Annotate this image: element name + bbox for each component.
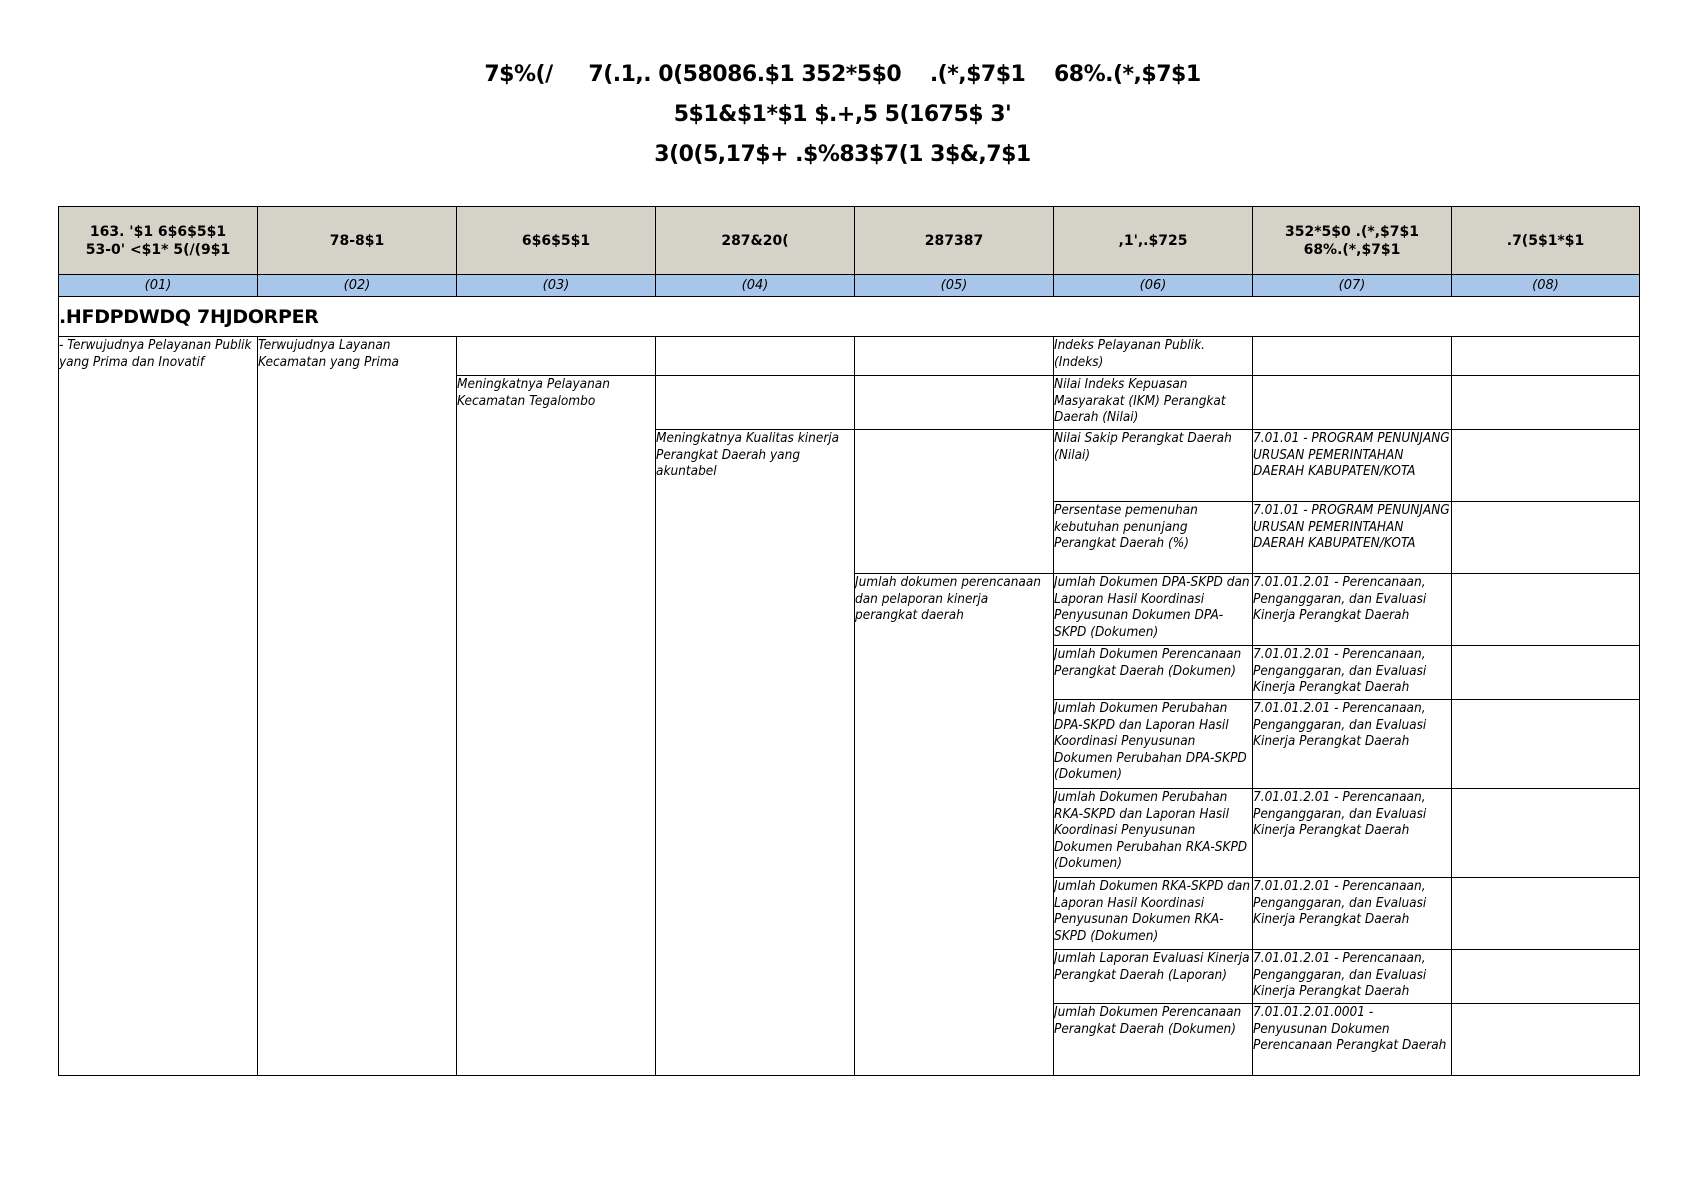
section-title: .HFDPDWDQ 7HJDORPER <box>59 297 1640 337</box>
cell-empty <box>457 337 656 376</box>
cell-keterangan <box>1452 574 1640 646</box>
table-row <box>59 337 1640 376</box>
header-cell: 287387 <box>855 207 1054 275</box>
cell-outcome: Meningkatnya Kualitas kinerja Perangkat Daerah yang akuntabel <box>656 430 855 1076</box>
cell-strategi: - Terwujudnya Pelayanan Publik yang Prima dan Inovatif <box>59 337 258 1076</box>
cell-keterangan <box>1452 789 1640 878</box>
document-title-line-3: 3(0(5,17$+ .$%83$7(1 3$&,7$1 <box>654 142 1031 167</box>
column-number: (08) <box>1452 275 1640 297</box>
cell-keterangan <box>1452 878 1640 950</box>
document-title-line-2: 5$1&$1*$1 $.+,5 5(1675$ 3' <box>673 102 1012 127</box>
cell-program: 7.01.01 - PROGRAM PENUNJANG URUSAN PEMERINTAHAN DAERAH KABUPATEN/KOTA <box>1253 430 1452 502</box>
header-cell: 352*5$0 .(*,$7$1 68%.(*,$7$1 <box>1253 207 1452 275</box>
header-cell: 6$6$5$1 <box>457 207 656 275</box>
header-cell: 287&20( <box>656 207 855 275</box>
cell-keterangan <box>1452 337 1640 376</box>
cell-keterangan <box>1452 700 1640 789</box>
cell-keterangan <box>1452 430 1640 502</box>
cell-empty <box>855 376 1054 430</box>
cell-indikator: Indeks Pelayanan Publik. (Indeks) <box>1054 337 1253 376</box>
cell-tujuan: Terwujudnya Layanan Kecamatan yang Prima <box>258 337 457 1076</box>
cell-program: 7.01.01.2.01 - Perencanaan, Penganggaran, dan Evaluasi Kinerja Perangkat Daerah <box>1253 789 1452 878</box>
cell-keterangan <box>1452 646 1640 700</box>
column-number: (03) <box>457 275 656 297</box>
cell-output: Jumlah dokumen perencanaan dan pelaporan kinerja perangkat daerah <box>855 574 1054 1076</box>
column-number: (04) <box>656 275 855 297</box>
column-number: (01) <box>59 275 258 297</box>
column-number: (02) <box>258 275 457 297</box>
cell-program: 7.01.01.2.01 - Perencanaan, Penganggaran, dan Evaluasi Kinerja Perangkat Daerah <box>1253 646 1452 700</box>
cell-indikator: Nilai Sakip Perangkat Daerah (Nilai) <box>1054 430 1253 502</box>
renstra-table <box>58 206 1640 1076</box>
cell-indikator: Jumlah Laporan Evaluasi Kinerja Perangkat Daerah (Laporan) <box>1054 950 1253 1004</box>
cell-keterangan <box>1452 1004 1640 1076</box>
header-cell: .7(5$1*$1 <box>1452 207 1640 275</box>
cell-indikator: Nilai Indeks Kepuasan Masyarakat (IKM) Perangkat Daerah (Nilai) <box>1054 376 1253 430</box>
section-row <box>59 297 1640 337</box>
column-number-row <box>59 275 1640 297</box>
cell-indikator: Jumlah Dokumen DPA-SKPD dan Laporan Hasil Koordinasi Penyusunan Dokumen DPA-SKPD (Dokumen) <box>1054 574 1253 646</box>
cell-program <box>1253 376 1452 430</box>
cell-empty <box>855 337 1054 376</box>
cell-indikator: Jumlah Dokumen RKA-SKPD dan Laporan Hasil Koordinasi Penyusunan Dokumen RKA-SKPD (Dokumen) <box>1054 878 1253 950</box>
cell-program: 7.01.01 - PROGRAM PENUNJANG URUSAN PEMERINTAHAN DAERAH KABUPATEN/KOTA <box>1253 502 1452 574</box>
cell-empty <box>656 337 855 376</box>
header-cell: 163. '$1 6$6$5$1 53-0' <$1* 5(/(9$1 <box>59 207 258 275</box>
cell-keterangan <box>1452 950 1640 1004</box>
cell-program <box>1253 337 1452 376</box>
column-number: (07) <box>1253 275 1452 297</box>
cell-indikator: Persentase pemenuhan kebutuhan penunjang Perangkat Daerah (%) <box>1054 502 1253 574</box>
header-row <box>59 207 1640 275</box>
column-number: (05) <box>855 275 1054 297</box>
column-number: (06) <box>1054 275 1253 297</box>
cell-indikator: Jumlah Dokumen Perubahan RKA-SKPD dan Laporan Hasil Koordinasi Penyusunan Dokumen Perubahan RKA-SKPD (Dokumen) <box>1054 789 1253 878</box>
cell-indikator: Jumlah Dokumen Perencanaan Perangkat Daerah (Dokumen) <box>1054 646 1253 700</box>
cell-program: 7.01.01.2.01 - Perencanaan, Penganggaran, dan Evaluasi Kinerja Perangkat Daerah <box>1253 878 1452 950</box>
document-title-line-1: 7$%(/ 7(.1,. 0(58086.$1 352*5$0 .(*,$7$1 68%.(*,$7$1 <box>484 62 1201 87</box>
cell-program: 7.01.01.2.01 - Perencanaan, Penganggaran, dan Evaluasi Kinerja Perangkat Daerah <box>1253 574 1452 646</box>
header-cell: 78-8$1 <box>258 207 457 275</box>
cell-program: 7.01.01.2.01 - Perencanaan, Penganggaran, dan Evaluasi Kinerja Perangkat Daerah <box>1253 700 1452 789</box>
cell-program: 7.01.01.2.01.0001 - Penyusunan Dokumen Perencanaan Perangkat Daerah <box>1253 1004 1452 1076</box>
cell-program: 7.01.01.2.01 - Perencanaan, Penganggaran, dan Evaluasi Kinerja Perangkat Daerah <box>1253 950 1452 1004</box>
cell-keterangan <box>1452 376 1640 430</box>
cell-indikator: Jumlah Dokumen Perubahan DPA-SKPD dan Laporan Hasil Koordinasi Penyusunan Dokumen Perubahan DPA-SKPD (Dokumen) <box>1054 700 1253 789</box>
cell-sasaran: Meningkatnya Pelayanan Kecamatan Tegalombo <box>457 376 656 1076</box>
cell-indikator: Jumlah Dokumen Perencanaan Perangkat Daerah (Dokumen) <box>1054 1004 1253 1076</box>
cell-empty <box>855 430 1054 574</box>
cell-empty <box>656 376 855 430</box>
header-cell: ,1',.$725 <box>1054 207 1253 275</box>
cell-keterangan <box>1452 502 1640 574</box>
